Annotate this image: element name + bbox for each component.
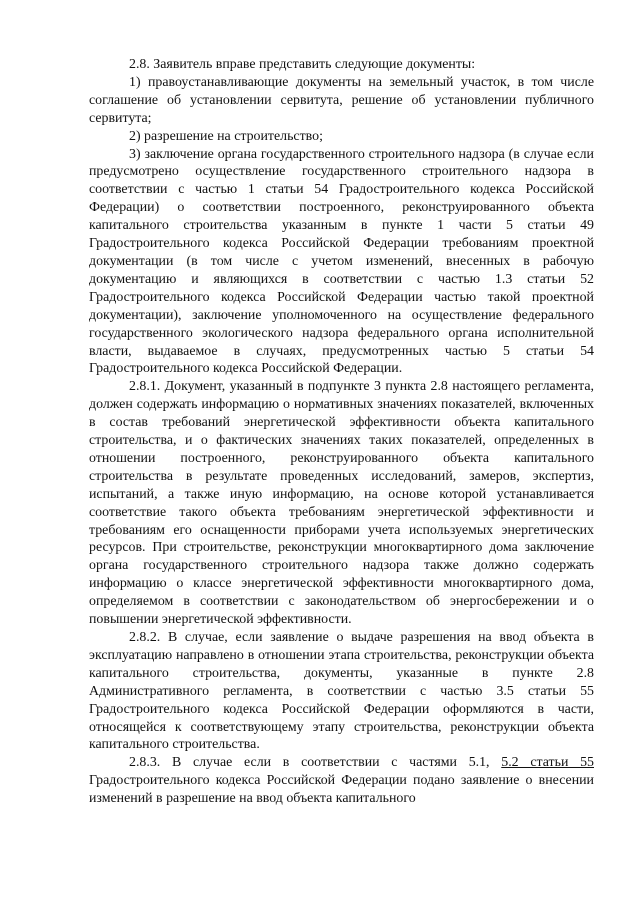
paragraph-2-8-3-text-start: 2.8.3. В случае если в соответствии с частями 5.1, xyxy=(129,755,502,771)
paragraph-2-8-1: 2.8.1. Документ, указанный в подпункте 3 пункта 2.8 настоящего регламента, должен содержать информацию о нормативных значениях показателей, включенных в состав требований энергетической эффективности объекта капитального строительства, и о фактических значениях таких показателей, определенных в отношении построенного, реконструированного объекта капитального строительства в результате проведенных исследований, замеров, экспертиз, испытаний, а также иную информацию, на основе которой устанавливается соответствие такого объекта требованиям энергетической эффективности и требованиям его оснащенности приборами учета используемых энергетических ресурсов. При строительстве, реконструкции многоквартирного дома заключение органа государственного строительного надзора также должно содержать информацию о классе энергетической эффективности многоквартирного дома, определяемом в соответствии с законодательством об энергосбережении и о повышении энергетической эффективности. xyxy=(89,379,594,628)
document-body xyxy=(89,56,594,808)
paragraph-2-8-item-3: 3) заключение органа государственного строительного надзора (в случае если предусмотрено осуществление государственного строительного надзора в соответствии с частью 1 статьи 54 Градостроительного кодекса Российской Федерации) о соответствии построенного, реконструированного объекта капитального строительства указанным в пункте 1 части 5 статьи 49 Градостроительного кодекса Российской Федерации требованиям проектной документации (в том числе с учетом изменений, внесенных в рабочую документацию и являющихся в соответствии с частью 1.3 статьи 52 Градостроительного кодекса Российской Федерации частью такой проектной документации), заключение уполномоченного на осуществление федерального государственного экологического надзора федерального органа исполнительной власти, выдаваемое в случаях, предусмотренных частью 5 статьи 54 Градостроительного кодекса Российской Федерации. xyxy=(89,146,594,377)
paragraph-2-8-3-text-end: Градостроительного кодекса Российской Федерации подано заявление о внесении изменений в разрешение на ввод объекта капитального xyxy=(89,773,594,807)
paragraph-2-8-2: 2.8.2. В случае, если заявление о выдаче разрешения на ввод объекта в эксплуатацию направлено в отношении этапа строительства, реконструкции объекта капитального строительства, документы, указанные в пункте 2.8 Административного регламента, в соответствии с частью 3.5 статьи 55 Градостроительного кодекса Российской Федерации оформляются в части, относящейся к соответствующему этапу строительства, реконструкции объекта капитального строительства. xyxy=(89,630,594,753)
paragraph-2-8-item-2: 2) разрешение на строительство; xyxy=(129,128,323,144)
paragraph-2-8-item-1: 1) правоустанавливающие документы на земельный участок, в том числе соглашение об установлении сервитута, решение об установлении публичного сервитута; xyxy=(89,74,594,126)
paragraph-2-8: 2.8. Заявитель вправе представить следующие документы: xyxy=(129,57,476,72)
law-reference-link[interactable]: 5.2 статьи 55 xyxy=(501,755,594,771)
paragraph-2-8-3 xyxy=(89,754,594,808)
